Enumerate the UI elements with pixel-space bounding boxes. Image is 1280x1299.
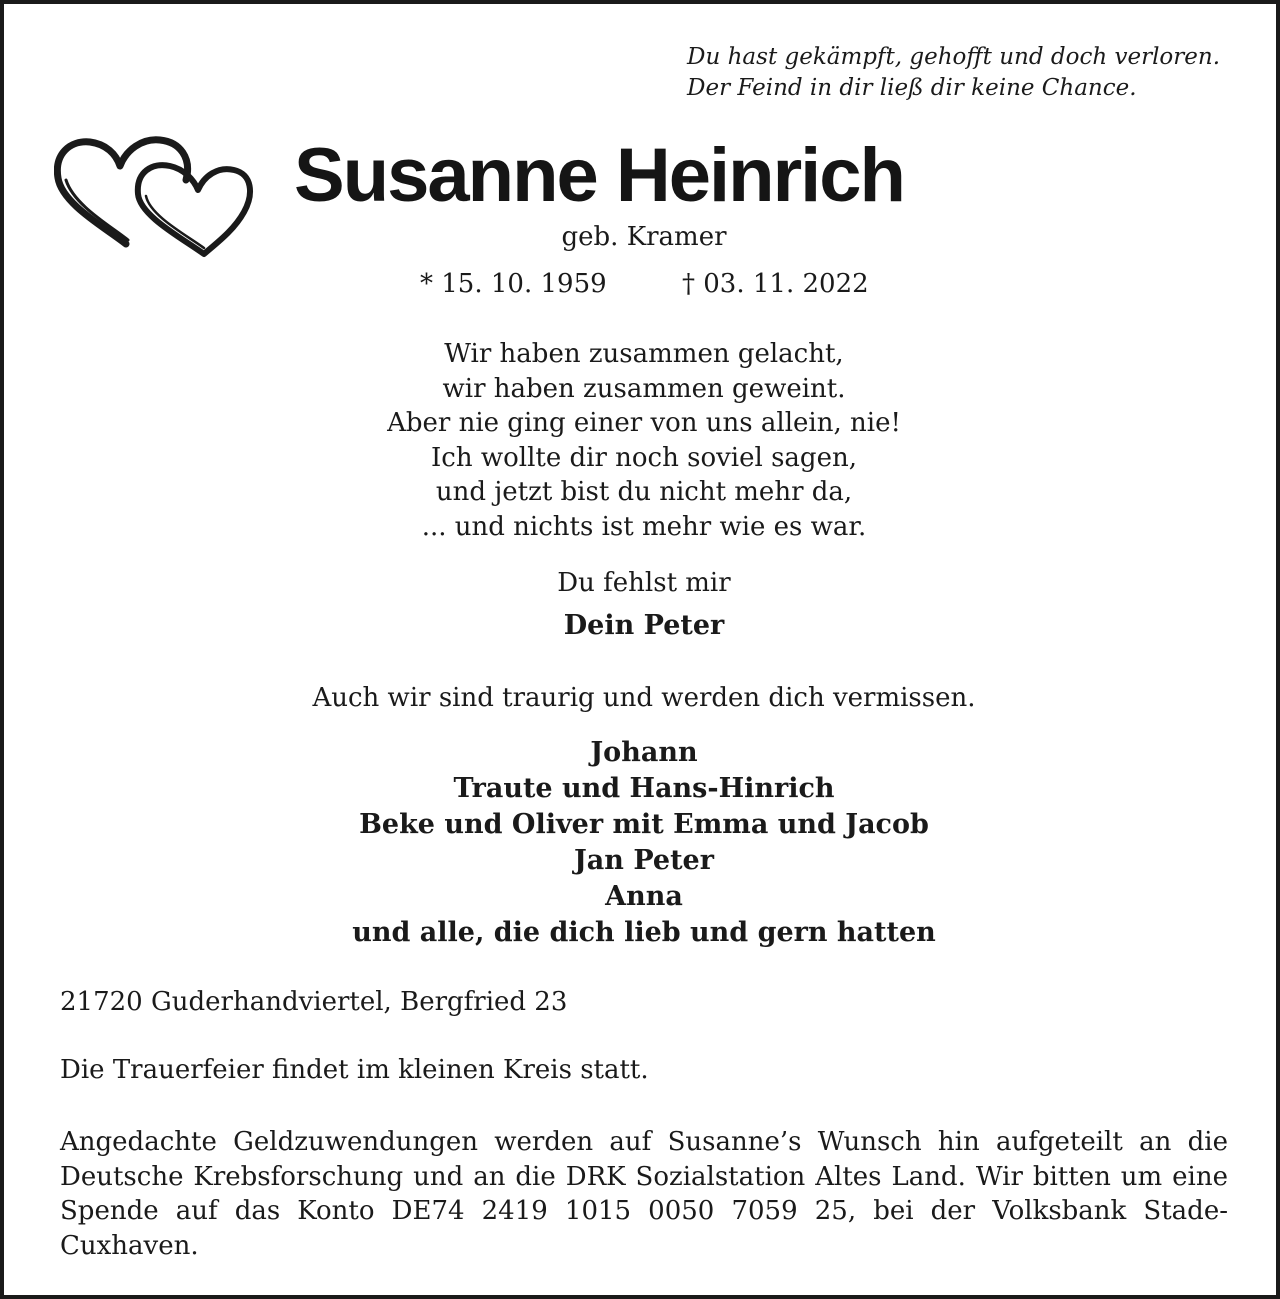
two-hearts-icon (54, 132, 254, 262)
poem-line: und jetzt bist du nicht mehr da, (435, 477, 853, 507)
mourner-name: Jan Peter (574, 845, 714, 876)
family-intro: Auch wir sind traurig und werden dich vermissen. (312, 683, 976, 713)
motto-quote (687, 42, 1220, 104)
mourner-name: Beke und Oliver mit Emma und Jacob (359, 809, 929, 840)
poem-line: ... und nichts ist mehr wie es war. (421, 511, 867, 542)
poem-line: Aber nie ging einer von uns allein, nie! (387, 408, 901, 438)
death-date: † 03. 11. 2022 (682, 269, 869, 299)
motto-line-2: Der Feind in dir ließ dir keine Chance. (687, 75, 1137, 101)
deceased-name: Susanne Heinrich (294, 133, 904, 218)
motto-line-1: Du hast gekämpft, gehofft und doch verloren. (687, 44, 1220, 70)
maiden-name: geb. Kramer (561, 222, 727, 252)
partner-line: Du fehlst mir (557, 568, 731, 598)
mourner-name: Traute und Hans-Hinrich (453, 773, 835, 804)
poem (244, 337, 1044, 544)
poem-line: Wir haben zusammen gelacht, (444, 339, 844, 369)
birth-date: * 15. 10. 1959 (420, 269, 607, 299)
address: 21720 Guderhandviertel, Bergfried 23 (60, 987, 568, 1017)
partner-signature: Dein Peter (563, 610, 725, 641)
mourner-name: Anna (605, 881, 683, 912)
mourner-name: und alle, die dich lieb und gern hatten (352, 917, 936, 948)
service-note: Die Trauerfeier findet im kleinen Kreis statt. (60, 1055, 649, 1085)
poem-line: Ich wollte dir noch soviel sagen, (431, 442, 857, 473)
mourner-name: Johann (590, 737, 698, 768)
family-mourners (144, 735, 1144, 951)
poem-line: wir haben zusammen geweint. (442, 373, 846, 404)
donation-note: Angedachte Geldzuwendungen werden auf Susanne’s Wunsch hin aufgeteilt an die Deutsche Krebsforschung und an die DRK Sozialstation Altes Land. Wir bitten um eine Spende auf das Konto DE74 2419 1015 0050 7059 25, bei der Volksbank Stade-Cuxhaven. (60, 1127, 1228, 1261)
